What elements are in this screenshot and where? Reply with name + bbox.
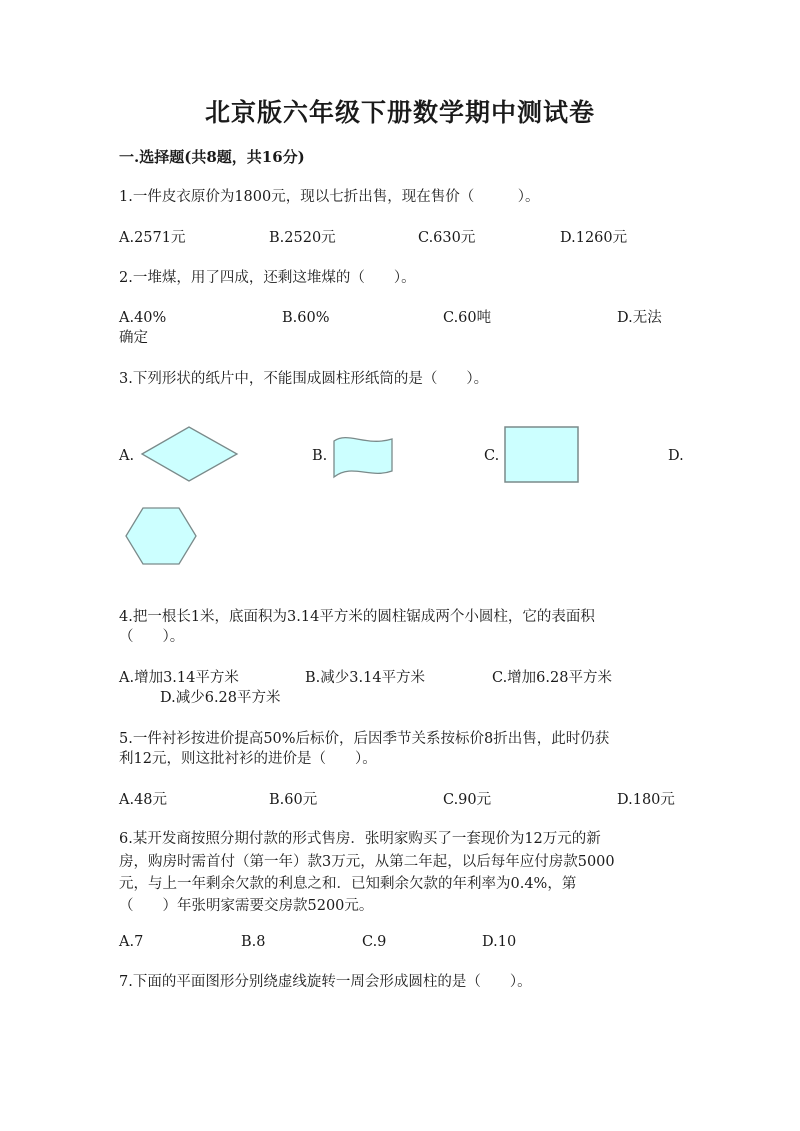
section-heading: 一.选择题(共8题，共16分) xyxy=(119,148,305,166)
question-5-option-d: D.180元 xyxy=(617,792,675,808)
question-2-option-b: B.60% xyxy=(282,310,330,326)
question-5-option-b: B.60元 xyxy=(269,792,318,808)
page-title: 北京版六年级下册数学期中测试卷 xyxy=(204,98,595,127)
question-1-stem: 1.一件皮衣原价为1800元，现以七折出售，现在售价（ ）。 xyxy=(119,189,540,205)
question-6-option-d: D.10 xyxy=(482,934,517,950)
question-4-option-a: A.增加3.14平方米 xyxy=(119,670,239,686)
rhombus-shape xyxy=(140,425,240,483)
question-5-option-c: C.90元 xyxy=(443,792,492,808)
question-2-option-a: A.40% xyxy=(119,310,167,326)
question-1-option-a: A.2571元 xyxy=(119,230,186,246)
question-3-option-a: A. xyxy=(119,448,135,464)
question-2-option-c: C.60吨 xyxy=(443,310,492,326)
question-3-option-b: B. xyxy=(312,448,328,464)
question-1-option-d: D.1260元 xyxy=(560,230,628,246)
question-4-stem-line-1: 4.把一根长1米，底面积为3.14平方米的圆柱锯成两个小圆柱，它的表面积 xyxy=(119,609,595,625)
question-5-stem-line-2: 利12元，则这批衬衫的进价是（ ）。 xyxy=(119,751,377,767)
question-4-option-c: C.增加6.28平方米 xyxy=(492,670,612,686)
question-1-option-c: C.630元 xyxy=(418,230,476,246)
question-5-stem-line-1: 5.一件衬衫按进价提高50%后标价，后因季节关系按标价8折出售，此时仍获 xyxy=(119,731,610,747)
rectangle-shape xyxy=(503,425,581,485)
hexagon-shape xyxy=(122,505,200,567)
question-4-option-b: B.减少3.14平方米 xyxy=(305,670,426,686)
question-6-option-c: C.9 xyxy=(362,934,387,950)
question-2-option-d-wrap: 确定 xyxy=(119,330,148,346)
question-6-option-b: B.8 xyxy=(241,934,266,950)
question-2-option-d: D.无法 xyxy=(617,310,662,326)
question-3-option-c: C. xyxy=(484,448,500,464)
question-3-stem: 3.下列形状的纸片中，不能围成圆柱形纸筒的是（ ）。 xyxy=(119,371,489,387)
question-6-stem-line-4: （ ）年张明家需要交房款5200元。 xyxy=(119,898,374,914)
wavy-rectangle-shape xyxy=(330,433,396,483)
question-4-stem-line-2: （ ）。 xyxy=(119,629,185,645)
question-5-option-a: A.48元 xyxy=(119,792,168,808)
question-6-option-a: A.7 xyxy=(119,934,144,950)
question-3-option-d: D. xyxy=(668,448,684,464)
question-6-stem-line-3: 元，与上一年剩余欠款的利息之和．已知剩余欠款的年利率为0.4%，第 xyxy=(119,876,577,892)
question-2-stem: 2.一堆煤，用了四成，还剩这堆煤的（ ）。 xyxy=(119,270,416,286)
question-6-stem-line-1: 6.某开发商按照分期付款的形式售房．张明家购买了一套现价为12万元的新 xyxy=(119,831,601,847)
question-4-option-d: D.减少6.28平方米 xyxy=(160,690,281,706)
question-7-stem: 7.下面的平面图形分别绕虚线旋转一周会形成圆柱的是（ ）。 xyxy=(119,974,532,990)
question-6-stem-line-2: 房，购房时需首付（第一年）款3万元，从第二年起，以后每年应付房款5000 xyxy=(119,854,615,870)
question-1-option-b: B.2520元 xyxy=(269,230,336,246)
